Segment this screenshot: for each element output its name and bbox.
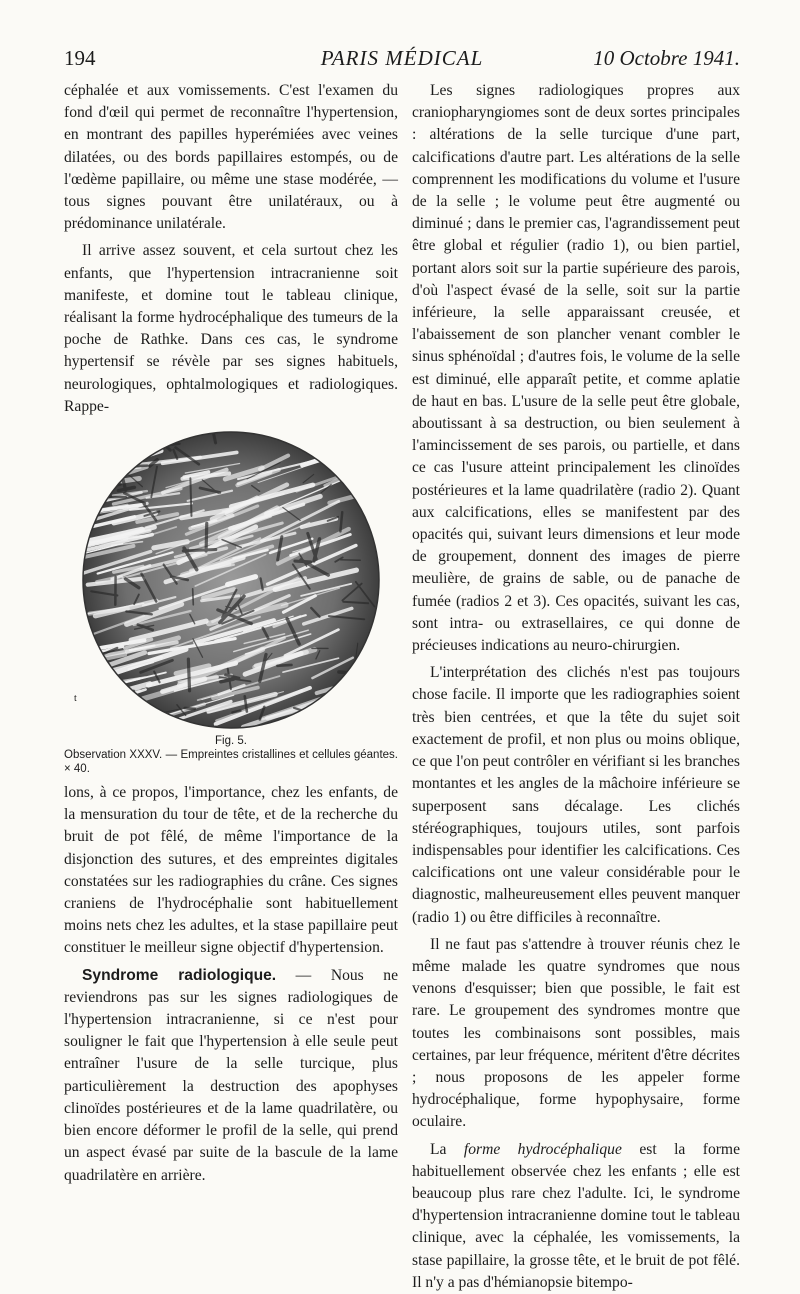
right-paragraph-4: [412, 1139, 740, 1294]
tissue-fiber: [339, 672, 350, 673]
crystal-streak: [81, 704, 122, 715]
tissue-fiber: [277, 665, 291, 666]
figure-mark: t: [74, 688, 77, 710]
right-paragraph-3: Il ne faut pas s'attendre à trouver réunis chez le même malade les quatre syndromes que nous venons d'esquisser; bien que possible, le fait est rare. Le groupement des syndromes montre que toutes les combinaisons sont possibles, mais certaines, par leur fréquence, méritent d'être décrites ; nous proposons de les appeler forme hydrocéphalique, forme hypophysaire, forme oculaire.: [412, 934, 740, 1134]
tissue-fiber: [364, 500, 381, 515]
page-number: 194: [64, 46, 96, 71]
tissue-fiber: [357, 654, 377, 683]
right-paragraph-4a: La: [430, 1141, 464, 1158]
journal-title: PARIS MÉDICAL: [64, 46, 740, 71]
tissue-fiber: [233, 711, 241, 713]
tissue-fiber: [302, 722, 324, 728]
tissue-fiber: [131, 466, 147, 467]
left-paragraph-4-text: — Nous ne reviendrons pas sur les signes radiologiques de l'hypertension intracranienne, si ce n'est pour souligner le fait que l'hypertension à elle seule peut entraîner l'usure de la selle turcique, plus particulièrement la destruction des apophyses clinoïdes postérieures et de la lame quadrilatère, ou bien encore déformer le profil de la selle, qui prend un aspect évasé par suite de la bascule de la lame quadrilatère en arrière.: [64, 967, 398, 1184]
crystal-streak: [81, 454, 146, 464]
tissue-fiber: [123, 694, 126, 705]
left-paragraph-2: Il arrive assez souvent, et cela surtout chez les enfants, que l'hypertension intracranienne soit manifeste, et domine tout le tableau clinique, réalisant la forme hydrocéphalique des tumeurs de la poche de Rathke. Dans ces cas, le syndrome hypertensif se révèle par ses signes habituels, neurologiques, ophtalmologiques et radiologiques. Rappe-: [64, 240, 398, 418]
section-heading-radiologique: Syndrome radiologique.: [82, 967, 276, 984]
tissue-fiber: [313, 720, 315, 730]
crystal-streak: [81, 691, 140, 704]
tissue-fiber: [188, 659, 189, 691]
tissue-fiber: [325, 447, 353, 458]
tissue-fiber: [81, 728, 87, 730]
left-paragraph-3: lons, à ce propos, l'importance, chez les enfants, de la mensuration du tour de tête, et de la recherche du bruit de pot fêlé, de même l'importance de la disjonction des sutures, et des empreintes digitales constatées sur les radiographies du crâne. Ces signes craniens de l'hydrocéphalie sont habituellement moins nets chez les adultes, et la stase papillaire peut constituer le meilleur signe objectif d'hypertension.: [64, 782, 398, 960]
figure-caption: Observation XXXV. — Empreintes cristallines et cellules géantes. × 40.: [64, 748, 398, 776]
tissue-fiber: [319, 435, 328, 465]
figure-5: [64, 430, 398, 776]
tissue-fiber: [183, 550, 216, 551]
left-column: [64, 80, 398, 1187]
tissue-fiber: [331, 439, 333, 458]
right-column: [412, 80, 740, 1294]
figure-label: Fig. 5.: [64, 734, 398, 748]
tissue-fiber: [150, 432, 170, 450]
tissue-fiber: [90, 441, 92, 478]
tissue-fiber: [190, 478, 191, 516]
tissue-fiber: [124, 691, 133, 708]
tissue-fiber: [206, 523, 207, 551]
tissue-fiber: [81, 448, 106, 451]
tissue-fiber: [214, 434, 216, 443]
tissue-fiber: [185, 708, 195, 709]
issue-date: 10 Octobre 1941.: [593, 46, 740, 71]
tissue-fiber: [326, 463, 343, 467]
tissue-fiber: [88, 469, 113, 483]
micrograph-image: [81, 430, 381, 730]
tissue-fiber: [363, 673, 381, 696]
tissue-fiber: [369, 679, 378, 697]
left-paragraph-4: [64, 965, 398, 1187]
right-paragraph-4-italic: forme hydrocéphalique: [464, 1141, 622, 1158]
right-paragraph-4b: est la forme habituellement observée chez les enfants ; elle est beaucoup plus rare chez l'adulte. Ici, le syndrome d'hypertension intracranienne domine tout le tableau clinique, avec la céphalée, les vomissements, la stase papillaire, la grosse tête, et le bruit de pot fêlé. Il n'y a pas d'hémianopsie bitempo-: [412, 1141, 740, 1291]
page-header: [64, 46, 740, 76]
tissue-fiber: [81, 574, 82, 593]
right-paragraph-2: L'interprétation des clichés n'est pas toujours chose facile. Il importe que les radiographies soient très bien centrées, et que la tête du sujet soit exactement de profil, et non plus ou moins oblique, ce que l'on peut contrôler en vérifiant si les branches montantes et les angles de la mâchoire inférieure se superposent sans décalage. Les clichés stéréographiques, toujours utiles, sont parfois indispensables pour identifier les calcifications. Ces calcifications ont une valeur considérable pour le diagnostic, malheureusement elles peuvent manquer (radio 1) ou être difficiles à reconnaître.: [412, 662, 740, 928]
right-paragraph-1: Les signes radiologiques propres aux craniopharyngiomes sont de deux sortes principales : altérations de la selle turcique d'une part, calcifications d'autre part. Les altérations de la selle comprennent les modifications du volume et l'usure de la selle ; le volume peut être augmenté ou diminué ; dans le premier cas, l'agrandissement peut être global et régulier (radio 1), ou bien partiel, portant alors soit sur la partie supérieure des parois, d'où l'aspect évasé de la selle, soit sur la partie inférieure, la selle apparaissant creusée, et l'abaissement de son plancher venant combler le sinus sphénoïdal ; d'autres fois, le volume de la selle est diminué, elle apparaît petite, et comme aplatie de haut en bas. L'usure de la selle peut être globale, aboutissant à sa destruction, ou bien seulement à l'amincissement de ses parois, ou partielle, et dans ce cas l'usure atteint principalement les clinoïdes postérieures et la lame quadrilatère (radio 2). Quant aux calcifications, elles se manifestent par des opacités qui, suivant leurs dimensions et leur mode de groupement, donnent des images de pierre meulière, de grains de sable, ou de panache de fumée (radios 2 et 3). Ces opacités, suivant les cas, sont intra- ou extrasellaires, ce qui donne de précieuses indications au neuro-chirurgien.: [412, 80, 740, 657]
tissue-fiber: [289, 726, 307, 731]
tissue-fiber: [193, 589, 194, 605]
left-paragraph-1: céphalée et aux vomissements. C'est l'examen du fond d'œil qui permet de reconnaître l'hypertension, en montrant des papilles hyperémiées avec veines dilatées, ou des bords papillaires estompés, ou de l'œdème papillaire, ou même une stase modérée, — tous signes pouvant être unilatéraux, ou à prédominance unilatérale.: [64, 80, 398, 235]
tissue-fiber: [81, 512, 90, 530]
